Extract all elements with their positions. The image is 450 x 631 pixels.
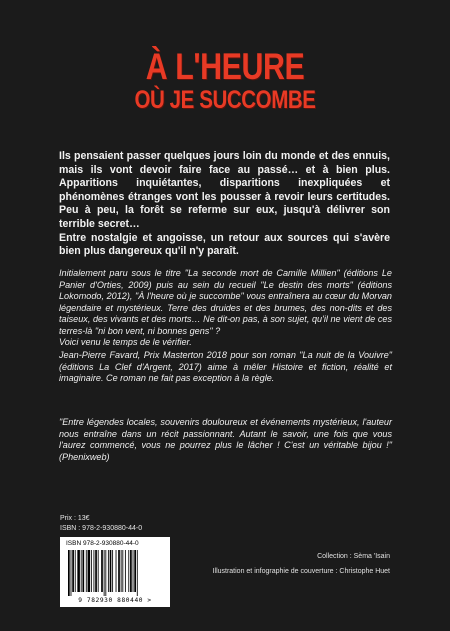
barcode-bar (82, 550, 84, 592)
barcode-bar (91, 550, 92, 592)
barcode-bar (104, 550, 105, 596)
barcode-bar (133, 550, 134, 592)
blurb-paragraph-1: Ils pensaient passer quelques jours loin du monde et des ennuis, mais ils vont devoir faire face au passé… et à bien plus. Apparitions inquiétantes, disparitions inexpliquées et phénomènes étranges vont les pousser à revoir leurs certitudes. Peu à peu, la forêt se referme sur eux, jusqu'à délivrer son terrible secret… (59, 150, 390, 230)
barcode-bar (68, 550, 70, 596)
barcode-bar (81, 550, 82, 592)
publication-history (59, 268, 392, 349)
barcode-bar (125, 550, 126, 592)
price-label: Prix : 13€ (60, 515, 90, 522)
barcode-bar (112, 550, 113, 592)
barcode-bar (130, 550, 132, 592)
publication-history-text: Initialement paru sous le titre "La seconde mort de Camille Millien" (éditions Le Panier d'Orties, 2009) puis au sein du recueil "Le destin des morts" (éditions Lokomodo, 2012), "À l'heure où je succombe" vous entraînera au cœur du Morvan légendaire et mystérieux. Terre des druides et des brumes, des non-dits et des taiseux, des vivants et des morts… Ne dit-on pas, à son sujet, qu'il ne vient de ces terres-là "ni bon vent, ni bonnes gens" ? (59, 268, 392, 336)
barcode-bar (72, 550, 74, 592)
author-bio (59, 350, 392, 385)
barcode-bar (105, 550, 106, 596)
barcode-bar (128, 550, 129, 592)
review-quote-text: "Entre légendes locales, souvenirs douloureux et événements mystérieux, l'auteur nous entraîne dans un récit passionnant. Autant le savoir, une fois que vous l'aurez commencé, vous ne pourrez plus le lâcher ! C'est un véritable bijou !" (Phenixweb) (59, 417, 392, 462)
review-quote (59, 417, 392, 463)
blurb (59, 150, 390, 259)
publication-history-end: Voici venu le temps de le vérifier. (59, 337, 192, 347)
barcode-bar (98, 550, 99, 592)
barcode-bars-icon (66, 550, 164, 596)
barcode-bar (134, 550, 136, 592)
barcode-bar (121, 550, 122, 592)
collection-credit: Collection : Sèma 'Isain (317, 553, 390, 560)
title-line-1: À L'HEURE (145, 46, 305, 87)
barcode-bar (101, 550, 103, 592)
barcode-bar (122, 550, 123, 592)
barcode-digits: 9 782930 880440 > (78, 597, 152, 604)
book-title (0, 48, 450, 114)
barcode-bar (86, 550, 87, 592)
barcode-bar (94, 550, 95, 592)
barcode-bar (110, 550, 112, 592)
barcode-bar (116, 550, 117, 592)
barcode-bar (77, 550, 80, 592)
credits (213, 549, 390, 579)
title-line-2: OÙ JE SUCCOMBE (134, 86, 316, 114)
isbn-label: ISBN : 978-2-930880-44-0 (60, 525, 143, 532)
blurb-paragraph-2: Entre nostalgie et angoisse, un retour aux sources qui s'avère bien plus dangereux qu'il n'y paraît. (59, 231, 390, 258)
barcode-bar (137, 550, 138, 596)
barcode-bar (108, 550, 109, 592)
illustration-credit: Illustration et infographie de couverture : Christophe Huet (212, 568, 390, 575)
price-info (60, 514, 142, 534)
barcode-bar (71, 550, 72, 596)
barcode-isbn-text: ISBN 978-2-930880-44-0 (66, 540, 139, 547)
author-bio-text: Jean-Pierre Favard, Prix Masterton 2018 pour son roman "La nuit de la Vouivre" (éditions La Clef d'Argent, 2017) aime à mêler Histoire et fiction, réalité et imaginaire. Ce roman ne fait pas exception à la règle. (59, 350, 392, 383)
barcode-bar (75, 550, 76, 592)
barcode-bar (88, 550, 91, 592)
barcode (60, 537, 170, 607)
barcode-bar (118, 550, 120, 592)
barcode-bar (95, 550, 97, 592)
